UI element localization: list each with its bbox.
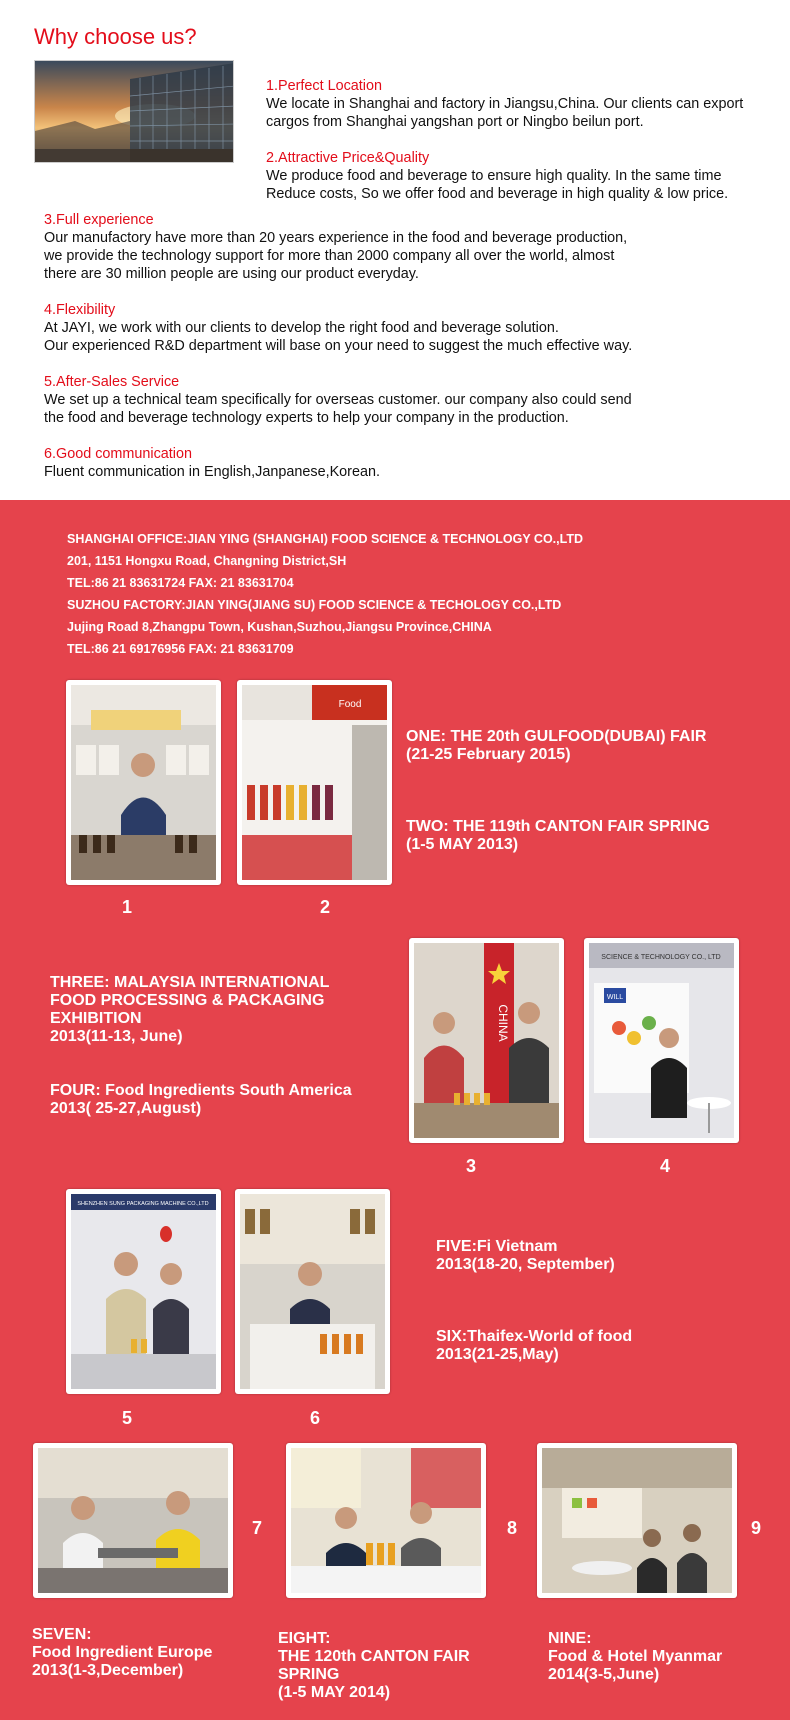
shanghai-office: SHANGHAI OFFICE:JIAN YING (SHANGHAI) FOOD SCIENCE & TECHNOLOGY CO.,LTD — [67, 532, 583, 546]
building-photo — [34, 60, 234, 163]
suzhou-phone: TEL:86 21 69176956 FAX: 21 83631709 — [67, 642, 294, 656]
reason-heading: 5.After-Sales Service — [44, 374, 180, 390]
why-choose-us-section — [0, 0, 790, 500]
reason-price-quality — [266, 149, 728, 203]
photo-number-3: 3 — [466, 1156, 477, 1176]
fair-photo-6 — [235, 1189, 390, 1394]
fair-six: SIX:Thaifex-World of food 2013(21-25,May) — [436, 1328, 633, 1363]
reason-body: We locate in Shanghai and factory in Jiangsu,China. Our clients can export cargos from Shanghai yangshan port or Ningbo beilun port. — [266, 96, 744, 130]
section-title: Why choose us? — [34, 24, 197, 49]
reason-heading: 3.Full experience — [44, 212, 154, 228]
shanghai-phone: TEL:86 21 83631724 FAX: 21 83631704 — [67, 576, 294, 590]
reason-location — [266, 77, 743, 131]
fair-photo-8 — [286, 1443, 486, 1598]
photo-number-4: 4 — [660, 1156, 671, 1176]
fair-two: TWO: THE 119th CANTON FAIR SPRING (1-5 MAY 2013) — [406, 818, 710, 853]
booth-banner-text: SCIENCE & TECHNOLOGY CO., LTD — [601, 954, 721, 961]
fair-four: FOUR: Food Ingredients South America 2013( 25-27,August) — [50, 1082, 352, 1117]
suzhou-factory: SUZHOU FACTORY:JIAN YING(JIANG SU) FOOD SCIENCE & TECHOLOGY CO.,LTD — [67, 598, 562, 612]
banner-text: CHINA — [496, 1004, 510, 1042]
fair-three: THREE: MALAYSIA INTERNATIONAL FOOD PROCESSING & PACKAGING EXHIBITION 2013(11-13, June) — [50, 974, 330, 1045]
photo-number-6: 6 — [310, 1408, 321, 1428]
fair-eight: EIGHT: THE 120th CANTON FAIR SPRING (1-5 MAY 2014) — [278, 1630, 470, 1701]
reason-heading: 1.Perfect Location — [266, 78, 382, 94]
reason-body: At JAYI, we work with our clients to develop the right food and beverage solution. Our experienced R&D department will base on your need to suggest the much effective way. — [44, 320, 633, 354]
exhibitions-section — [0, 500, 790, 1720]
fair-photo-5 — [66, 1189, 221, 1394]
fair-photo-1 — [66, 680, 221, 885]
fair-photo-9 — [537, 1443, 737, 1598]
reason-heading: 6.Good communication — [44, 446, 192, 462]
fair-photo-3 — [409, 938, 564, 1143]
booth-sign-text: WILL — [606, 994, 624, 1001]
fair-photo-4 — [584, 938, 739, 1143]
photo-number-5: 5 — [122, 1408, 133, 1428]
photo-number-2: 2 — [320, 897, 331, 917]
suzhou-address: Jujing Road 8,Zhangpu Town, Kushan,Suzhou,Jiangsu Province,CHINA — [67, 620, 492, 634]
reason-body: We set up a technical team specifically for overseas customer. our company also could send the food and beverage technology experts to help your company in the production. — [44, 392, 632, 426]
fair-one: ONE: THE 20th GULFOOD(DUBAI) FAIR (21-25 February 2015) — [406, 728, 707, 763]
reason-body: We produce food and beverage to ensure high quality. In the same time Reduce costs, So we offer food and beverage in high quality & low price. — [266, 168, 729, 202]
fair-photo-7 — [33, 1443, 233, 1598]
reason-flexibility — [44, 301, 632, 355]
reason-body: Our manufactory have more than 20 years experience in the food and beverage production, we provide the technology support for more than 2000 company all over the world, almost there are 30 million people are using our product everyday. — [44, 230, 628, 282]
booth-sign-text: Food — [338, 699, 362, 710]
photo-number-7: 7 — [252, 1518, 263, 1538]
photo-number-1: 1 — [122, 897, 133, 917]
fair-photo-2 — [237, 680, 392, 885]
photo-number-9: 9 — [751, 1518, 762, 1538]
photo-number-8: 8 — [507, 1518, 518, 1538]
reason-experience — [44, 211, 627, 283]
reason-after-sales — [44, 373, 632, 427]
fair-nine: NINE: Food & Hotel Myanmar 2014(3-5,June) — [548, 1630, 723, 1683]
fair-five: FIVE:Fi Vietnam 2013(18-20, September) — [436, 1238, 615, 1273]
reason-communication — [44, 445, 380, 481]
reason-body: Fluent communication in English,Janpanese,Korean. — [44, 464, 380, 480]
booth-banner-text: SHENZHEN SUNG PACKAGING MACHINE CO.,LTD — [77, 1201, 209, 1207]
reason-heading: 2.Attractive Price&Quality — [266, 150, 430, 166]
reason-heading: 4.Flexibility — [44, 302, 116, 318]
fair-seven: SEVEN: Food Ingredient Europe 2013(1-3,December) — [32, 1626, 213, 1679]
shanghai-address: 201, 1151 Hongxu Road, Changning District,SH — [67, 554, 347, 568]
